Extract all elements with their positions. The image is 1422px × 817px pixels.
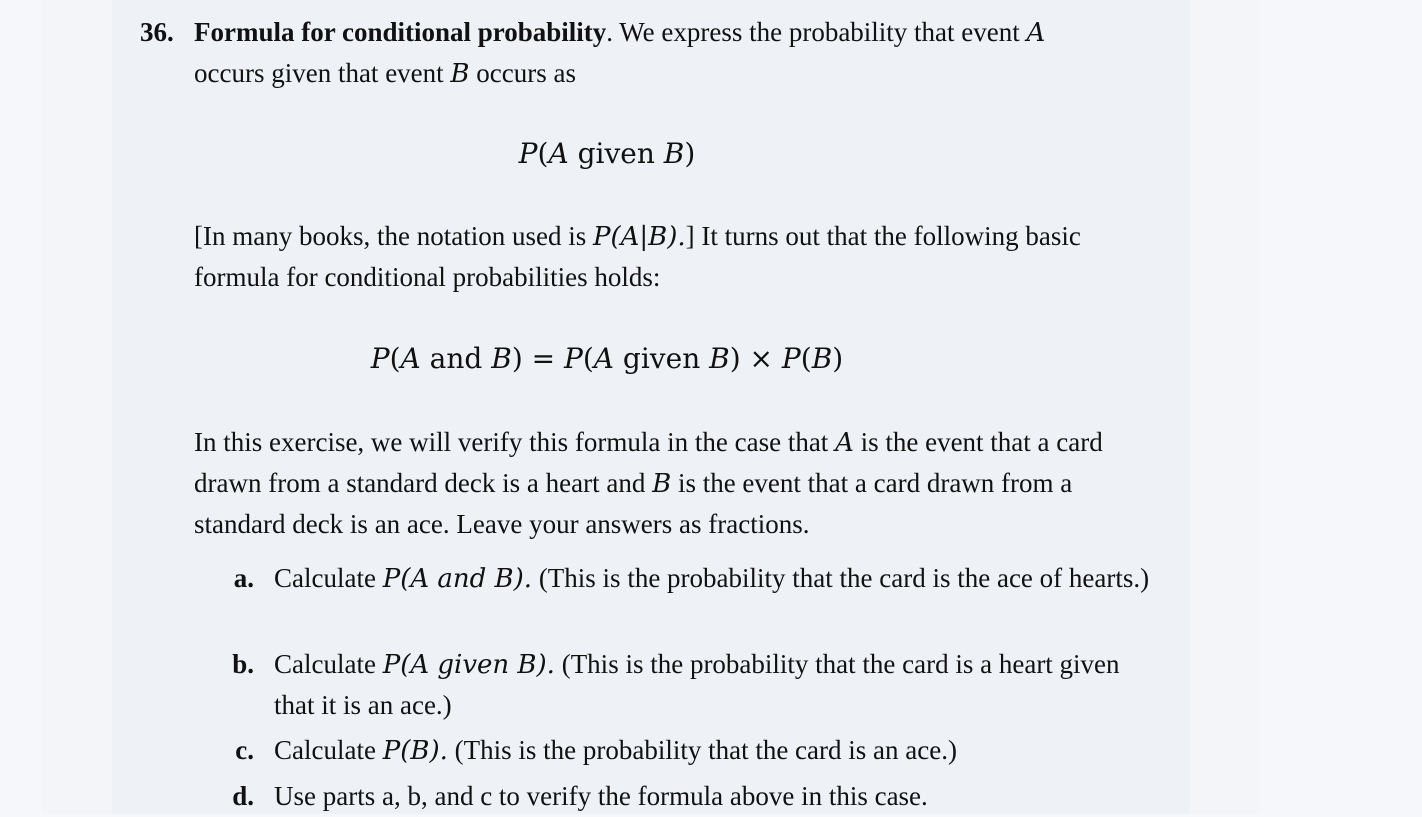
d2-lhs-open: ( — [389, 342, 401, 375]
para3-text-2: is the event that a card drawn from a standard deck is a heart and — [194, 427, 1103, 498]
part-d-label: d. — [232, 781, 254, 811]
exercise-number: 36. — [140, 17, 174, 47]
d2-equals: = — [522, 342, 565, 375]
part-b-pre: Calculate — [274, 649, 383, 679]
intro-paragraph — [194, 12, 1164, 94]
part-b-label: b. — [232, 649, 254, 679]
d2-r1-close: ) — [729, 342, 741, 375]
d2-lhs-a: A — [400, 342, 421, 375]
d2-r2-open: ( — [800, 342, 812, 375]
part-a-label: a. — [233, 563, 254, 593]
d2-lhs-close: ) — [511, 342, 523, 375]
notation-paragraph — [194, 216, 1164, 297]
intro-text-3: occurs as — [469, 58, 576, 88]
part-c-post: (This is the probability that the card is an ace.) — [447, 735, 957, 765]
part-d-pre: Use parts a, b, and c to verify the formula above in this case. — [274, 781, 928, 811]
d2-r1-open: ( — [582, 342, 594, 375]
para2-text-2: ] It turns out that the following basic formula for conditional probabilities holds: — [194, 221, 1081, 292]
var-a: A — [1026, 18, 1046, 48]
intro-text-1: . We express the probability that event — [606, 17, 1027, 47]
part-b-text — [274, 644, 1164, 725]
d1-p: P — [518, 137, 538, 170]
display-formula-product — [122, 339, 1092, 379]
d1-open: ( — [537, 137, 549, 170]
part-a-text — [274, 558, 1164, 599]
part-a-post: (This is the probability that the card is the ace of hearts.) — [532, 563, 1150, 593]
part-c-text — [274, 730, 1164, 771]
d2-r1-b: B — [709, 342, 730, 375]
d2-lhs-p: P — [370, 342, 390, 375]
d2-r2-close: ) — [832, 342, 844, 375]
d2-r2-p: P — [781, 342, 801, 375]
part-b-post: (This is the probability that the card is a heart given that it is an ace.) — [274, 649, 1120, 720]
d2-lhs-and: and — [420, 342, 492, 375]
para3-text-1: In this exercise, we will verify this formula in the case that — [194, 427, 836, 457]
part-d-text — [274, 776, 1164, 817]
d2-r1-a: A — [593, 342, 615, 375]
part-b-math: P(A given B). — [382, 650, 555, 680]
exercise-title: Formula for conditional probability — [194, 17, 607, 47]
para2-text-1: [In many books, the notation used is — [194, 221, 593, 251]
intro-text-2: occurs given that event — [194, 58, 451, 88]
d1-a: A — [548, 137, 569, 170]
d2-lhs-b: B — [491, 342, 512, 375]
part-a-pre: Calculate — [274, 563, 383, 593]
d1-close: ) — [684, 137, 696, 170]
d2-times: × — [740, 342, 782, 375]
part-c-math: P(B). — [382, 736, 448, 766]
setup-paragraph — [194, 422, 1164, 544]
var-b: B — [450, 59, 470, 89]
para3-var-b: B — [652, 469, 672, 499]
d2-r1-p: P — [564, 342, 583, 375]
d2-r2-b: B — [811, 342, 833, 375]
d1-given: given — [568, 137, 664, 170]
para3-var-a: A — [835, 428, 854, 458]
d2-r1-given: given — [614, 342, 710, 375]
display-formula-given — [122, 134, 1092, 174]
para2-math: P(A|B). — [592, 222, 686, 252]
d1-b: B — [663, 137, 685, 170]
part-c-label: c. — [235, 735, 254, 765]
part-c-pre: Calculate — [274, 735, 383, 765]
para3-text-3: is the event that a card drawn from a standard deck is an ace. Leave your answers as fractions. — [194, 468, 1073, 539]
part-a-math: P(A and B). — [382, 564, 533, 594]
